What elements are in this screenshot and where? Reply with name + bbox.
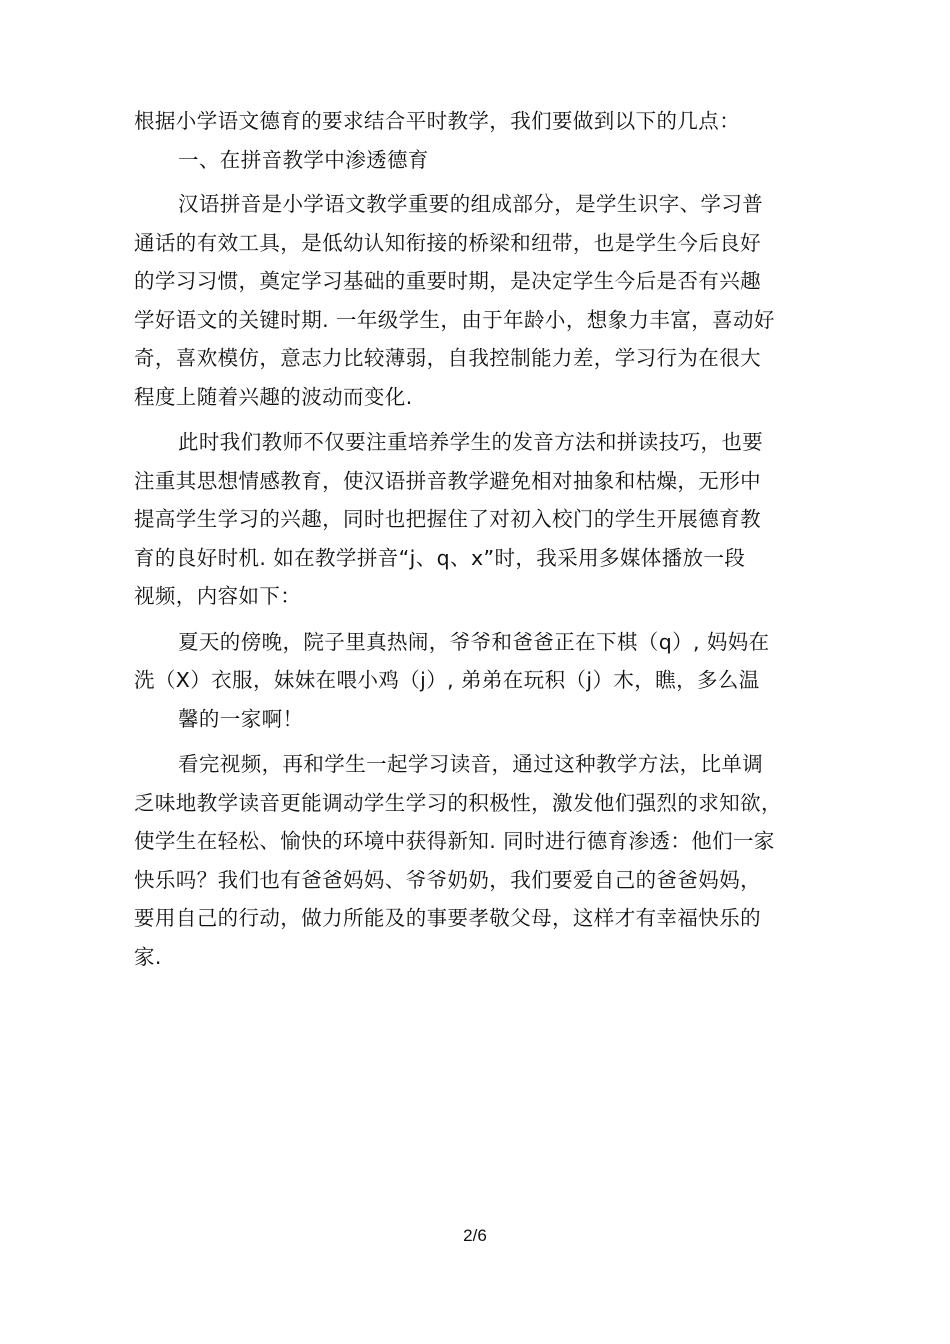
intro-line: 根据小学语文德育的要求结合平时教学，我们要做到以下的几点： [134,109,741,133]
page-number: 2/6 [463,1226,487,1245]
paragraph-line: 提高学生学习的兴趣，同时也把握住了对初入校门的学生开展德育教 [134,507,761,531]
paragraph-line: 家. [134,944,162,969]
paragraph-line: 汉语拼音是小学语文教学重要的组成部分，是学生识字、学习普 [178,192,764,216]
paragraph-1 [134,185,824,416]
paragraph-line: 洗（X）衣服，妹妹在喂小鸡（j）, 弟弟在玩积（j）木，瞧，多么温 [134,668,760,692]
paragraph-2 [134,423,824,616]
paragraph-line: 视频，内容如下： [134,584,302,608]
paragraph-3 [134,623,824,739]
paragraph-line: 看完视频，再和学生一起学习读音，通过这种教学方法，比单调 [178,752,764,776]
paragraph-line: 乏味地教学读音更能调动学生学习的积极性，激发他们强烈的求知欲， [134,790,782,815]
paragraph-line: 馨的一家啊！ [178,706,304,731]
paragraph-line: 的学习习惯，奠定学习基础的重要时期，是决定学生今后是否有兴趣 [134,269,761,293]
paragraph-line: 程度上随着兴趣的波动而变化. [134,384,413,409]
paragraph-line: 育的良好时机. 如在教学拼音“j、q、x”时，我采用多媒体播放一段 [134,545,746,570]
paragraph-line: 要用自己的行动，做力所能及的事要孝敬父母，这样才有幸福快乐的 [134,906,761,930]
paragraph-line: 快乐吗？我们也有爸爸妈妈、爷爷奶奶，我们要爱自己的爸爸妈妈， [134,867,761,892]
paragraph-line: 学好语文的关键时期. 一年级学生，由于年龄小，想象力丰富，喜动好 [134,307,775,332]
paragraph-line: 通话的有效工具，是低幼认知衔接的桥梁和纽带，也是学生今后良好 [134,230,761,255]
paragraph-line: 使学生在轻松、愉快的环境中获得新知. 同时进行德育渗透：他们一家 [134,829,775,853]
paragraph-line: 奇，喜欢模仿，意志力比较薄弱，自我控制能力差，学习行为在很大 [134,346,761,370]
paragraph-line: 注重其思想情感教育，使汉语拼音教学避免相对抽象和枯燥，无形中 [134,468,761,493]
section-heading: 一、在拼音教学中渗透德育 [178,147,429,172]
paragraph-4 [134,745,824,976]
document-body [134,102,824,983]
paragraph-line: 夏天的傍晚，院子里真热闹，爷爷和爸爸正在下棋（q）, 妈妈在 [178,629,770,654]
paragraph-line: 此时我们教师不仅要注重培养学生的发音方法和拼读技巧，也要 [178,430,764,454]
